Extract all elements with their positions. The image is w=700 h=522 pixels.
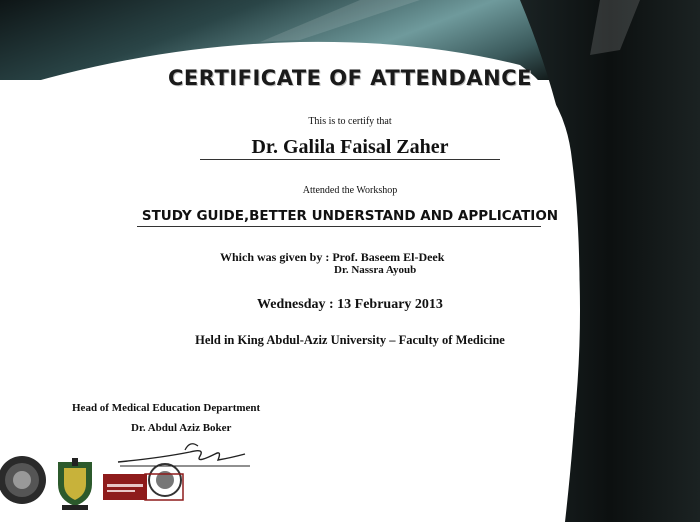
- second-presenter: Dr. Nassra Ayoub: [334, 264, 417, 276]
- logo-strip: [0, 440, 260, 522]
- certificate-title: CERTIFICATE OF ATTENDANCE: [168, 66, 532, 90]
- stamp-seal-icon: [145, 464, 183, 500]
- workshop-date: Wednesday : 13 February 2013: [257, 297, 443, 312]
- signatory-name: Dr. Abdul Aziz Boker: [131, 422, 232, 434]
- kau-emblem-icon: [58, 458, 92, 510]
- workshop-title: STUDY GUIDE,BETTER UNDERSTAND AND APPLICATION: [141, 208, 559, 224]
- signature-mark: [118, 444, 250, 466]
- certify-text: This is to certify that: [308, 116, 392, 127]
- workshop-underline: [137, 226, 541, 227]
- medicine-faculty-logo-icon: [103, 474, 147, 500]
- university-seal-icon: [0, 456, 46, 504]
- attended-text: Attended the Workshop: [302, 185, 398, 196]
- recipient-underline: [200, 159, 500, 160]
- workshop-venue: Held in King Abdul-Aziz University – Faculty of Medicine: [195, 333, 505, 347]
- signatory-title: Head of Medical Education Department: [72, 402, 261, 414]
- recipient-name: Dr. Galila Faisal Zaher: [251, 136, 449, 158]
- given-by-line: Which was given by : Prof. Baseem El-Deek: [220, 250, 445, 264]
